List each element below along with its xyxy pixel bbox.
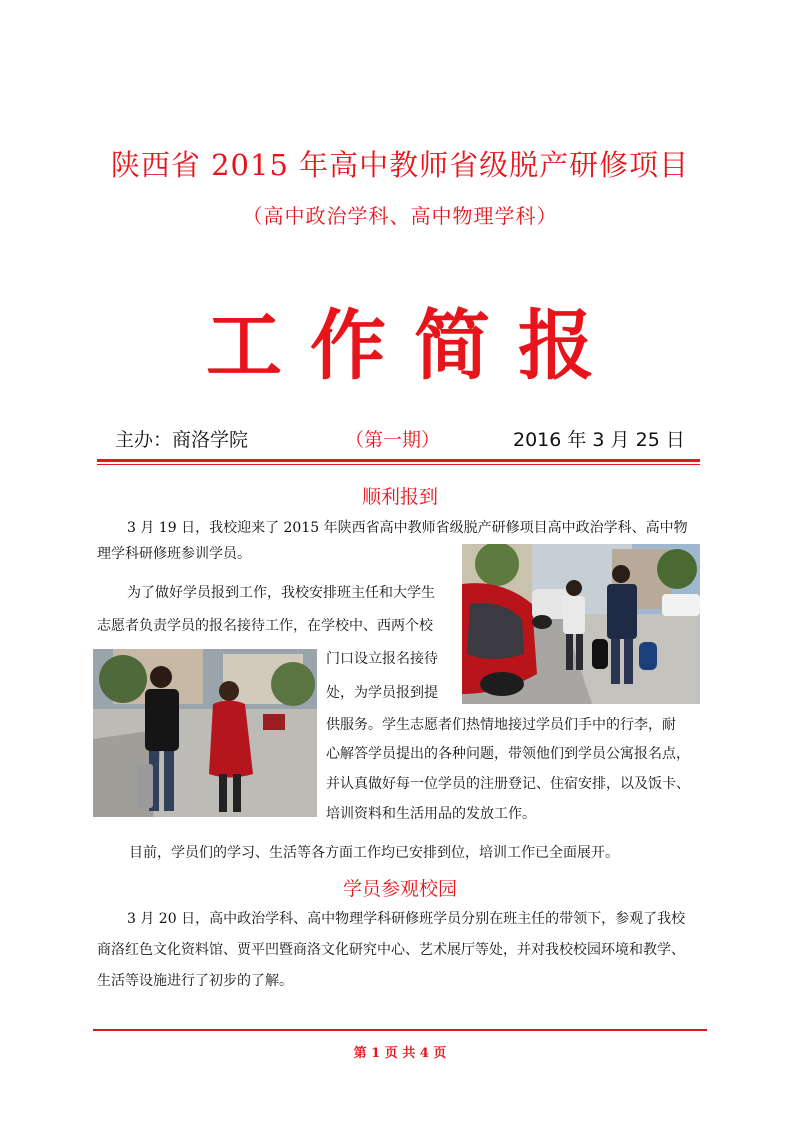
registration-photo-right <box>462 544 700 704</box>
subjects-subtitle: （高中政治学科、高中物理学科） <box>242 204 558 228</box>
project-title: 陕西省 2015 年高中教师省级脱产研修项目 <box>110 148 690 182</box>
paragraph-line: 培训资料和生活用品的发放工作。 <box>326 806 536 822</box>
host-label: 主办：商洛学院 <box>115 429 249 451</box>
section-heading-campus-visit: 学员参观校园 <box>342 878 457 900</box>
photo-illustration <box>93 649 317 817</box>
paragraph-line: 商洛红色文化资料馆、贾平凹暨商洛文化研究中心、艺术展厅等处，并对我校校园环境和教学、 <box>97 942 685 958</box>
paragraph-line: 心解答学员提出的各种问题，带领他们到学员公寓报名点， <box>326 746 690 762</box>
photo-illustration <box>462 544 700 704</box>
header-divider-thin <box>97 464 700 465</box>
date-label: 2016 年 3 月 25 日 <box>513 429 685 451</box>
paragraph-line: 门口设立报名接待 <box>326 651 438 667</box>
section-heading-registration: 顺利报到 <box>361 486 438 508</box>
page-number: 第 1 页 共 4 页 <box>353 1046 447 1061</box>
paragraph-line: 3 月 20 日，高中政治学科、高中物理学科研修班学员分别在班主任的带领下，参观了我校 <box>127 911 686 927</box>
paragraph-line: 供服务。学生志愿者们热情地接过学员们手中的行李，耐 <box>326 717 676 733</box>
paragraph-line: 理学科研修班参训学员。 <box>97 546 251 562</box>
issue-label: （第一期） <box>345 429 441 451</box>
paragraph-line: 为了做好学员报到工作，我校安排班主任和大学生 <box>127 585 435 601</box>
paragraph-line: 处，为学员报到提 <box>326 685 438 701</box>
registration-photo-left <box>93 649 317 817</box>
footer-divider <box>93 1029 707 1031</box>
paragraph-line: 并认真做好每一位学员的注册登记、住宿安排，以及饭卡、 <box>326 776 690 792</box>
paragraph-line: 生活等设施进行了初步的了解。 <box>97 973 293 989</box>
bulletin-title: 工作简报 <box>206 301 622 390</box>
header-divider-thick <box>97 459 700 462</box>
paragraph-line: 3 月 19 日，我校迎来了 2015 年陕西省高中教师省级脱产研修项目高中政治学科、高中物 <box>127 520 688 536</box>
paragraph-line: 目前，学员们的学习、生活等各方面工作均已安排到位，培训工作已全面展开。 <box>129 845 619 861</box>
paragraph-line: 志愿者负责学员的报名接待工作，在学校中、西两个校 <box>97 618 433 634</box>
